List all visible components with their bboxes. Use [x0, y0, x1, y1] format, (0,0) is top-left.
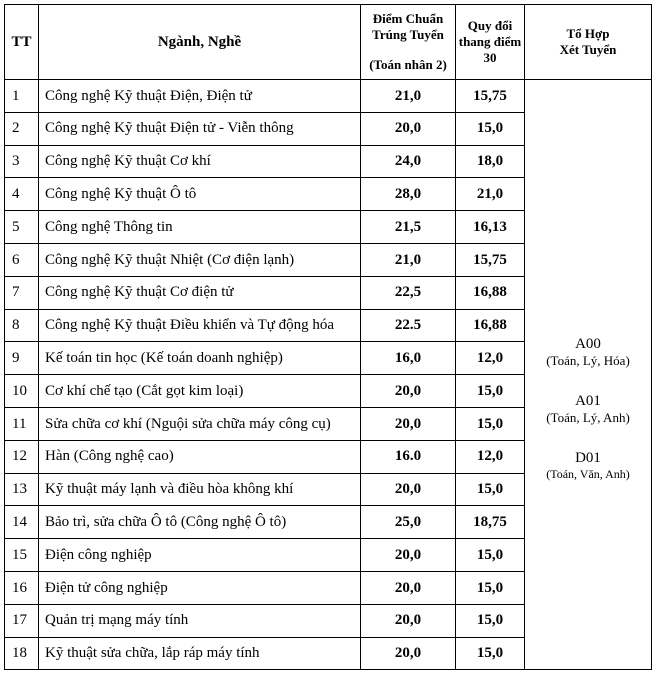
combination-subjects: (Toán, Lý, Hóa)	[546, 352, 630, 368]
converted-score: 15,0	[456, 407, 525, 440]
major-name: Kỹ thuật máy lạnh và điều hòa không khí	[39, 473, 361, 506]
row-number: 12	[5, 440, 39, 473]
table-header	[5, 5, 652, 80]
converted-score: 15,75	[456, 80, 525, 113]
converted-score: 15,75	[456, 243, 525, 276]
row-number: 15	[5, 539, 39, 572]
table-row	[5, 80, 652, 113]
converted-score: 15,0	[456, 112, 525, 145]
admission-score: 20,0	[361, 112, 456, 145]
combination-code: A00	[575, 335, 601, 352]
admission-score: 22,5	[361, 276, 456, 309]
major-name: Hàn (Công nghệ cao)	[39, 440, 361, 473]
combination-subjects: (Toán, Lý, Anh)	[546, 409, 630, 425]
converted-score: 12,0	[456, 440, 525, 473]
row-number: 3	[5, 145, 39, 178]
combination-subjects: (Toán, Văn, Anh)	[546, 466, 630, 481]
admission-score-table	[4, 4, 652, 670]
row-number: 17	[5, 604, 39, 637]
admission-score: 20,0	[361, 637, 456, 670]
header-score-line3: (Toán nhân 2)	[369, 56, 447, 72]
row-number: 16	[5, 571, 39, 604]
admission-score: 25,0	[361, 506, 456, 539]
row-number: 11	[5, 407, 39, 440]
admission-score: 20,0	[361, 571, 456, 604]
row-number: 5	[5, 211, 39, 244]
converted-score: 16,13	[456, 211, 525, 244]
combination-code: D01	[575, 449, 601, 466]
subject-combinations	[525, 80, 652, 670]
admission-score: 21,0	[361, 80, 456, 113]
header-score-line1: Điểm Chuẩn	[372, 11, 444, 27]
combination-code: A01	[575, 392, 601, 409]
converted-score: 15,0	[456, 473, 525, 506]
row-number: 13	[5, 473, 39, 506]
major-name: Điện công nghiệp	[39, 539, 361, 572]
converted-score: 16,88	[456, 276, 525, 309]
row-number: 9	[5, 342, 39, 375]
admission-score: 22.5	[361, 309, 456, 342]
major-name: Công nghệ Kỹ thuật Điện tử - Viễn thông	[39, 112, 361, 145]
admission-score: 16,0	[361, 342, 456, 375]
header-converted-line1: Quy đổi	[467, 18, 513, 34]
row-number: 2	[5, 112, 39, 145]
major-name: Công nghệ Kỹ thuật Điện, Điện tử	[39, 80, 361, 113]
admission-score: 20,0	[361, 375, 456, 408]
admission-score: 21,0	[361, 243, 456, 276]
header-converted-line3: 30	[483, 49, 497, 65]
header-combination	[525, 5, 652, 80]
row-number: 4	[5, 178, 39, 211]
major-name: Công nghệ Kỹ thuật Điều khiển và Tự động hóa	[39, 309, 361, 342]
header-score-line2: Trúng Tuyển	[372, 27, 444, 43]
header-row	[5, 5, 652, 80]
header-combination-line1: Tổ Hợp	[566, 26, 610, 42]
converted-score: 12,0	[456, 342, 525, 375]
admission-score: 20,0	[361, 407, 456, 440]
converted-score: 15,0	[456, 539, 525, 572]
major-name: Sửa chữa cơ khí (Nguội sửa chữa máy công cụ)	[39, 407, 361, 440]
major-name: Bảo trì, sửa chữa Ô tô (Công nghệ Ô tô)	[39, 506, 361, 539]
admission-score: 20,0	[361, 473, 456, 506]
header-converted-line2: thang điểm	[458, 34, 522, 50]
row-number: 8	[5, 309, 39, 342]
row-number: 6	[5, 243, 39, 276]
major-name: Kế toán tin học (Kế toán doanh nghiệp)	[39, 342, 361, 375]
header-major: Ngành, Nghề	[39, 5, 361, 80]
converted-score: 15,0	[456, 571, 525, 604]
converted-score: 16,88	[456, 309, 525, 342]
major-name: Công nghệ Kỹ thuật Nhiệt (Cơ điện lạnh)	[39, 243, 361, 276]
major-name: Cơ khí chế tạo (Cắt gọt kim loại)	[39, 375, 361, 408]
major-name: Công nghệ Kỹ thuật Cơ khí	[39, 145, 361, 178]
row-number: 14	[5, 506, 39, 539]
converted-score: 15,0	[456, 637, 525, 670]
major-name: Điện tử công nghiệp	[39, 571, 361, 604]
admission-score: 28,0	[361, 178, 456, 211]
major-name: Công nghệ Kỹ thuật Ô tô	[39, 178, 361, 211]
converted-score: 21,0	[456, 178, 525, 211]
converted-score: 18,0	[456, 145, 525, 178]
converted-score: 15,0	[456, 604, 525, 637]
admission-score: 16.0	[361, 440, 456, 473]
header-score	[361, 5, 456, 80]
header-converted	[456, 5, 525, 80]
admission-score: 21,5	[361, 211, 456, 244]
major-name: Kỹ thuật sửa chữa, lắp ráp máy tính	[39, 637, 361, 670]
row-number: 7	[5, 276, 39, 309]
row-number: 1	[5, 80, 39, 113]
converted-score: 18,75	[456, 506, 525, 539]
admission-score: 24,0	[361, 145, 456, 178]
header-tt: TT	[5, 5, 39, 80]
admission-score: 20,0	[361, 604, 456, 637]
row-number: 10	[5, 375, 39, 408]
table-body	[5, 80, 652, 670]
header-combination-line2: Xét Tuyển	[559, 42, 617, 57]
major-name: Công nghệ Kỹ thuật Cơ điện tử	[39, 276, 361, 309]
converted-score: 15,0	[456, 375, 525, 408]
major-name: Công nghệ Thông tin	[39, 211, 361, 244]
admission-score: 20,0	[361, 539, 456, 572]
row-number: 18	[5, 637, 39, 670]
major-name: Quản trị mạng máy tính	[39, 604, 361, 637]
